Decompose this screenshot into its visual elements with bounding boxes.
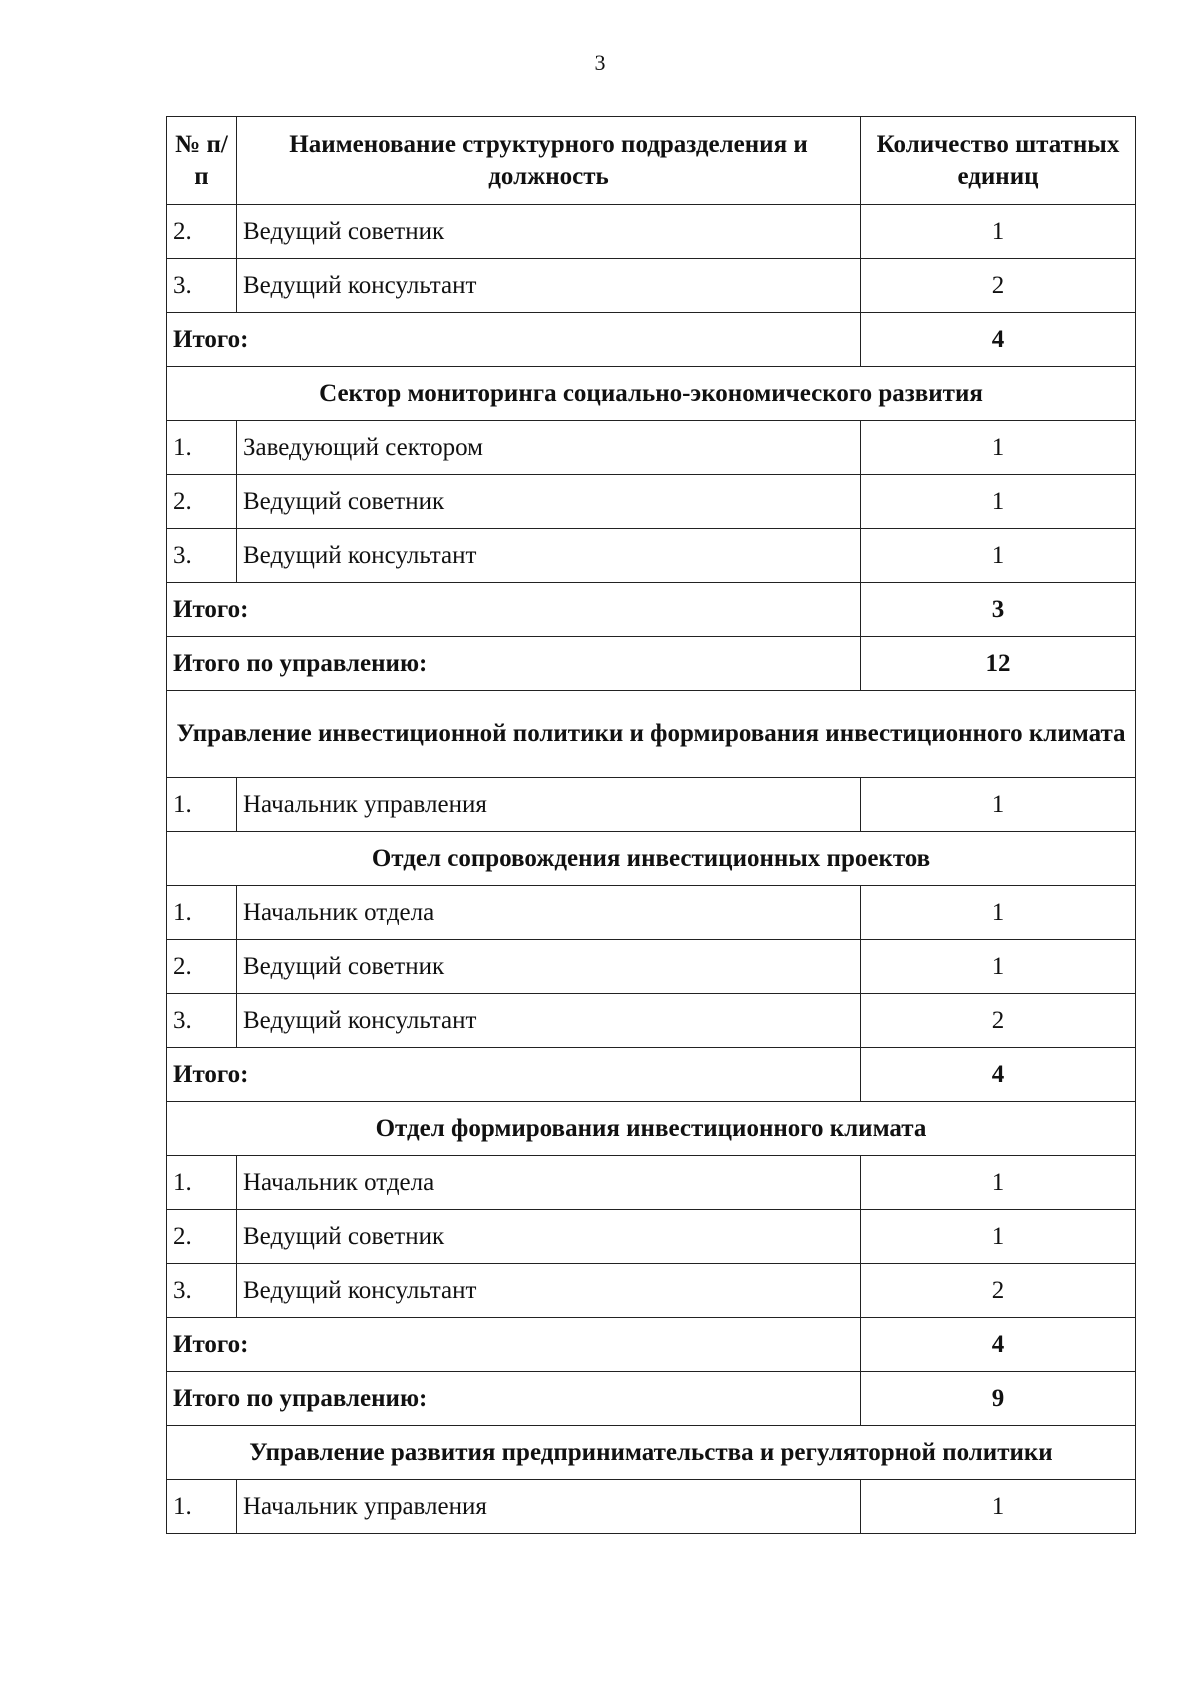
total-row [167, 1372, 1136, 1426]
table-row [167, 529, 1136, 583]
table-header-row [167, 117, 1136, 205]
position-name: Ведущий советник [237, 940, 861, 994]
row-number: 1. [167, 1156, 237, 1210]
total-row [167, 1048, 1136, 1102]
staff-count: 1 [861, 205, 1136, 259]
row-number: 2. [167, 940, 237, 994]
position-name: Начальник отдела [237, 886, 861, 940]
total-label: Итого по управлению: [167, 637, 861, 691]
row-number: 3. [167, 529, 237, 583]
total-label: Итого по управлению: [167, 1372, 861, 1426]
total-row [167, 1318, 1136, 1372]
total-label: Итого: [167, 1318, 861, 1372]
staff-count: 1 [861, 1156, 1136, 1210]
total-row [167, 583, 1136, 637]
table-row [167, 205, 1136, 259]
row-number: 1. [167, 421, 237, 475]
total-count: 9 [861, 1372, 1136, 1426]
staff-count: 1 [861, 475, 1136, 529]
section-title: Управление инвестиционной политики и формирования инвестиционного климата [167, 691, 1136, 778]
row-number: 1. [167, 1480, 237, 1534]
table-row [167, 1210, 1136, 1264]
staff-count: 1 [861, 778, 1136, 832]
row-number: 2. [167, 205, 237, 259]
position-name: Ведущий консультант [237, 994, 861, 1048]
row-number: 3. [167, 1264, 237, 1318]
total-label: Итого: [167, 313, 861, 367]
position-name: Начальник управления [237, 778, 861, 832]
total-count: 4 [861, 1318, 1136, 1372]
staff-count: 1 [861, 940, 1136, 994]
total-row [167, 637, 1136, 691]
position-name: Ведущий советник [237, 1210, 861, 1264]
row-number: 1. [167, 886, 237, 940]
staff-count: 2 [861, 1264, 1136, 1318]
total-count: 3 [861, 583, 1136, 637]
table-row [167, 421, 1136, 475]
section-heading-row [167, 832, 1136, 886]
table-row [167, 940, 1136, 994]
row-number: 1. [167, 778, 237, 832]
section-title: Управление развития предпринимательства и регуляторной политики [167, 1426, 1136, 1480]
section-heading-row [167, 1426, 1136, 1480]
section-title: Сектор мониторинга социально-экономического развития [167, 367, 1136, 421]
row-number: 3. [167, 994, 237, 1048]
position-name: Начальник управления [237, 1480, 861, 1534]
section-heading-row [167, 367, 1136, 421]
total-label: Итого: [167, 583, 861, 637]
table-row [167, 1480, 1136, 1534]
total-row [167, 313, 1136, 367]
row-number: 2. [167, 475, 237, 529]
table-row [167, 778, 1136, 832]
position-name: Ведущий советник [237, 205, 861, 259]
position-name: Начальник отдела [237, 1156, 861, 1210]
table-row [167, 475, 1136, 529]
staffing-table [166, 116, 1136, 1534]
staff-count: 1 [861, 1480, 1136, 1534]
page-number: 3 [594, 50, 606, 75]
section-heading-row [167, 1102, 1136, 1156]
position-name: Заведующий сектором [237, 421, 861, 475]
section-title: Отдел сопровождения инвестиционных проектов [167, 832, 1136, 886]
table-row [167, 994, 1136, 1048]
position-name: Ведущий советник [237, 475, 861, 529]
section-heading-row [167, 691, 1136, 778]
header-number: № п/п [167, 117, 237, 205]
total-label: Итого: [167, 1048, 861, 1102]
table-row [167, 259, 1136, 313]
total-count: 4 [861, 1048, 1136, 1102]
table-row [167, 886, 1136, 940]
row-number: 2. [167, 1210, 237, 1264]
header-count: Количество штатных единиц [861, 117, 1136, 205]
header-name: Наименование структурного подразделения и должность [237, 117, 861, 205]
total-count: 12 [861, 637, 1136, 691]
total-count: 4 [861, 313, 1136, 367]
section-title: Отдел формирования инвестиционного климата [167, 1102, 1136, 1156]
position-name: Ведущий консультант [237, 1264, 861, 1318]
table-row [167, 1264, 1136, 1318]
row-number: 3. [167, 259, 237, 313]
staff-count: 1 [861, 529, 1136, 583]
staff-count: 1 [861, 421, 1136, 475]
staff-count: 1 [861, 1210, 1136, 1264]
staff-count: 2 [861, 994, 1136, 1048]
table-row [167, 1156, 1136, 1210]
position-name: Ведущий консультант [237, 529, 861, 583]
position-name: Ведущий консультант [237, 259, 861, 313]
staff-count: 1 [861, 886, 1136, 940]
staff-count: 2 [861, 259, 1136, 313]
